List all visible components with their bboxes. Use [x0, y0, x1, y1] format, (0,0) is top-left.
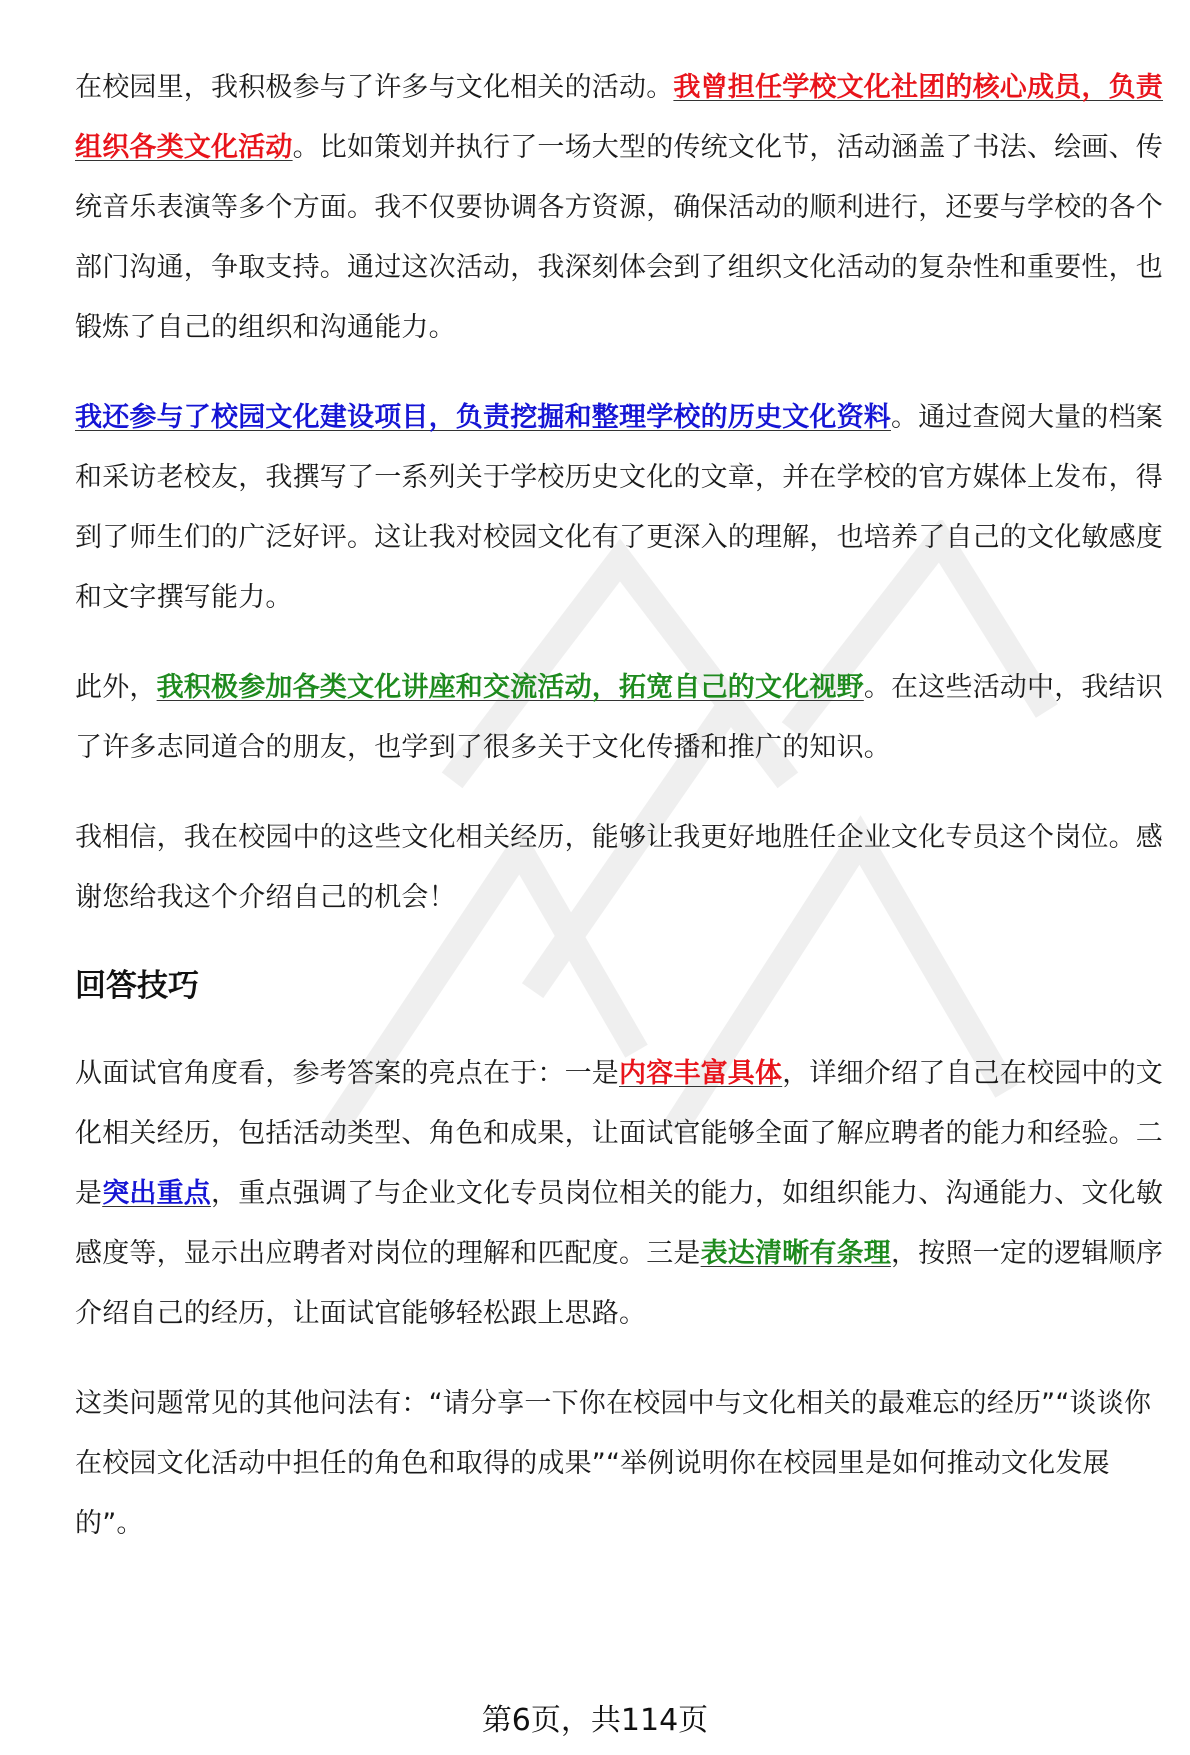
page-indicator: 第6页，共114页: [481, 1703, 709, 1738]
answer-paragraph-1: [75, 58, 1165, 358]
text-segment: ，按照一定的逻辑顺序介绍自己的经历，让面试官能够轻松跟上思路。: [75, 1238, 1164, 1329]
text-segment: 我相信，我在校园中的这些文化相关经历，能够让我更好地胜任企业文化专员这个岗位。感谢您给我这个介绍自己的机会！: [75, 822, 1163, 913]
highlight-green: 表达清晰有条理: [700, 1238, 892, 1269]
text-segment: 此外，: [75, 672, 157, 703]
highlight-red: 我曾担任学校文化社团的核心成员，负责组织各类文化活动: [75, 72, 1164, 163]
text-segment: 这类问题常见的其他问法有：“请分享一下你在校园中与文化相关的最难忘的经历”“谈谈你在校园文化活动中担任的角色和取得的成果”“举例说明你在校园里是如何推动文化发展的”。: [75, 1388, 1152, 1539]
answer-paragraph-4: [75, 808, 1165, 928]
text-segment: 从面试官角度看，参考答案的亮点在于：一是: [75, 1058, 619, 1089]
text-segment: 在校园里，我积极参与了许多与文化相关的活动。: [75, 72, 674, 103]
text-segment: 。比如策划并执行了一场大型的传统文化节，活动涵盖了书法、绘画、传统音乐表演等多个方面。我不仅要协调各方资源，确保活动的顺利进行，还要与学校的各个部门沟通，争取支持。通过这次活动，我深刻体会到了组织文化活动的复杂性和重要性，也锻炼了自己的组织和沟通能力。: [75, 132, 1164, 343]
section-heading: 回答技巧: [75, 968, 199, 1004]
tips-paragraph-1: [75, 1044, 1165, 1344]
text-segment: ，详细介绍了自己在校园中的文化相关经历，包括活动类型、角色和成果，让面试官能够全面了解应聘者的能力和经验。二是: [75, 1058, 1164, 1209]
highlight-red: 内容丰富具体: [619, 1058, 783, 1089]
text-segment: 。通过查阅大量的档案和采访老校友，我撰写了一系列关于学校历史文化的文章，并在学校的官方媒体上发布，得到了师生们的广泛好评。这让我对校园文化有了更深入的理解，也培养了自己的文化敏感度和文字撰写能力。: [75, 402, 1163, 613]
text-segment: 。在这些活动中，我结识了许多志同道合的朋友，也学到了很多关于文化传播和推广的知识。: [75, 672, 1164, 763]
answer-paragraph-3: [75, 658, 1165, 778]
highlight-blue: 突出重点: [102, 1178, 212, 1209]
highlight-blue: 我还参与了校园文化建设项目，负责挖掘和整理学校的历史文化资料: [75, 402, 891, 433]
tips-paragraph-2: [75, 1374, 1165, 1554]
text-segment: ，重点强调了与企业文化专员岗位相关的能力，如组织能力、沟通能力、文化敏感度等，显示出应聘者对岗位的理解和匹配度。三是: [75, 1178, 1164, 1269]
answer-paragraph-2: [75, 388, 1165, 628]
document-page: [75, 58, 1165, 1554]
highlight-green: 我积极参加各类文化讲座和交流活动，拓宽自己的文化视野: [156, 672, 864, 703]
